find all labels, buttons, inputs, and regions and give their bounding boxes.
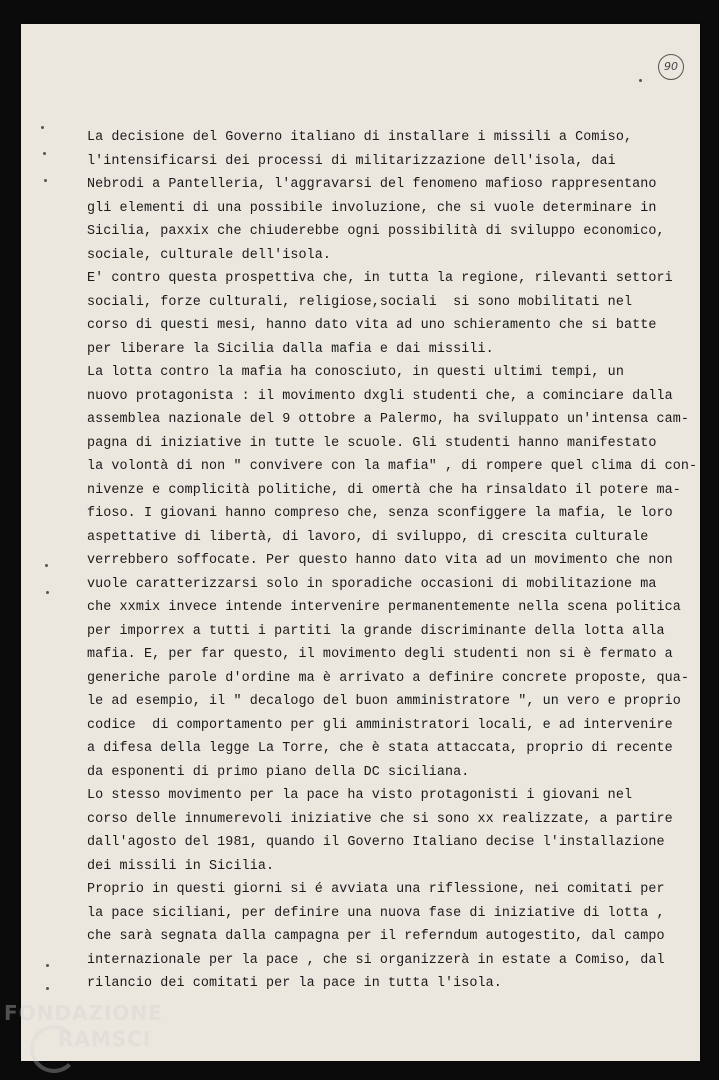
text-line: le ad esempio, il " decalogo del buon amministratore ", un vero e proprio (87, 694, 681, 709)
text-line: nivenze e complicità politiche, di omertà che ha rinsaldato il potere ma- (87, 482, 681, 498)
margin-mark (46, 591, 49, 594)
text-line: per liberare la Sicilia dalla mafia e dai missili. (87, 341, 494, 357)
text-line: mafia. E, per far questo, il movimento degli studenti non si è fermato a (87, 647, 673, 662)
text-line: dei missili in Sicilia. (87, 858, 275, 874)
text-line: vuole caratterizzarsi solo in sporadiche occasioni di mobilitazione ma (87, 576, 657, 592)
text-line: aspettative di libertà, di lavoro, di sviluppo, di crescita culturale (87, 529, 649, 545)
page-number: 90 (658, 54, 684, 80)
text-line: La decisione del Governo italiano di installare i missili a Comiso, (87, 130, 633, 145)
typewritten-text (87, 126, 698, 996)
text-line: nuovo protagonista : il movimento dxgli studenti che, a cominciare dalla (87, 388, 673, 404)
text-line: la pace siciliani, per definire una nuova fase di iniziative di lotta , (87, 905, 665, 921)
text-line: sociale, culturale dell'isola. (87, 247, 332, 263)
watermark-line1: FONDAZIONE (4, 1001, 163, 1025)
document-page (21, 24, 700, 1061)
text-line: che xxmix invece intende intervenire permanentemente nella scena politica (87, 600, 681, 615)
text-line: Nebrodi a Pantelleria, l'aggravarsi del fenomeno mafioso rappresentano (87, 177, 657, 192)
text-line: l'intensificarsi dei processi di militarizzazione dell'isola, dai (87, 153, 616, 169)
text-line: verrebbero soffocate. Per questo hanno dato vita ad un movimento che non (87, 553, 673, 568)
text-line: E' contro questa prospettiva che, in tutta la regione, rilevanti settori (87, 271, 673, 286)
margin-mark (43, 152, 46, 155)
margin-mark (46, 964, 49, 967)
text-line: rilancio dei comitati per la pace in tutta l'isola. (87, 976, 502, 991)
text-line: assemblea nazionale del 9 ottobre a Palermo, ha sviluppato un'intensa cam- (87, 412, 690, 427)
margin-mark (44, 179, 47, 182)
text-line: da esponenti di primo piano della DC siciliana. (87, 764, 470, 780)
text-line: corso delle innumerevoli iniziative che si sono xx realizzate, a partire (87, 811, 673, 827)
text-line: codice di comportamento per gli amministratori locali, e ad intervenire (87, 717, 673, 733)
text-line: per imporrex a tutti i partiti la grande discriminante della lotta alla (87, 623, 665, 639)
text-line: La lotta contro la mafia ha conosciuto, in questi ultimi tempi, un (87, 365, 624, 380)
fondazione-gramsci-watermark (4, 1001, 194, 1079)
margin-mark (41, 126, 44, 129)
text-line: la volontà di non " convivere con la mafia" , di rompere quel clima di con- (87, 459, 698, 474)
text-line: Lo stesso movimento per la pace ha visto protagonisti i giovani nel (87, 788, 633, 803)
text-line: gli elementi di una possibile involuzione, che si vuole determinare in (87, 200, 657, 216)
text-line: corso di questi mesi, hanno dato vita ad uno schieramento che si batte (87, 318, 657, 333)
margin-mark (46, 987, 49, 990)
watermark-line2: RAMSCI (58, 1027, 152, 1051)
text-line: dall'agosto del 1981, quando il Governo Italiano decise l'installazione (87, 835, 665, 850)
text-line: fioso. I giovani hanno compreso che, senza sconfiggere la mafia, le loro (87, 506, 673, 521)
text-line: pagna di iniziative in tutte le scuole. Gli studenti hanno manifestato (87, 435, 657, 451)
text-line: internazionale per la pace , che si organizzerà in estate a Comiso, dal (87, 952, 665, 968)
margin-mark (639, 79, 642, 82)
text-line: Proprio in questi giorni si é avviata una riflessione, nei comitati per (87, 882, 665, 897)
text-line: a difesa della legge La Torre, che è stata attaccata, proprio di recente (87, 741, 673, 756)
margin-mark (45, 564, 48, 567)
text-line: che sarà segnata dalla campagna per il referndum autogestito, dal campo (87, 929, 665, 944)
text-line: Sicilia, paxxix che chiuderebbe ogni possibilità di sviluppo economico, (87, 224, 665, 239)
text-line: sociali, forze culturali, religiose,sociali si sono mobilitati nel (87, 294, 633, 310)
text-line: generiche parole d'ordine ma è arrivato a definire concrete proposte, qua- (87, 670, 690, 686)
